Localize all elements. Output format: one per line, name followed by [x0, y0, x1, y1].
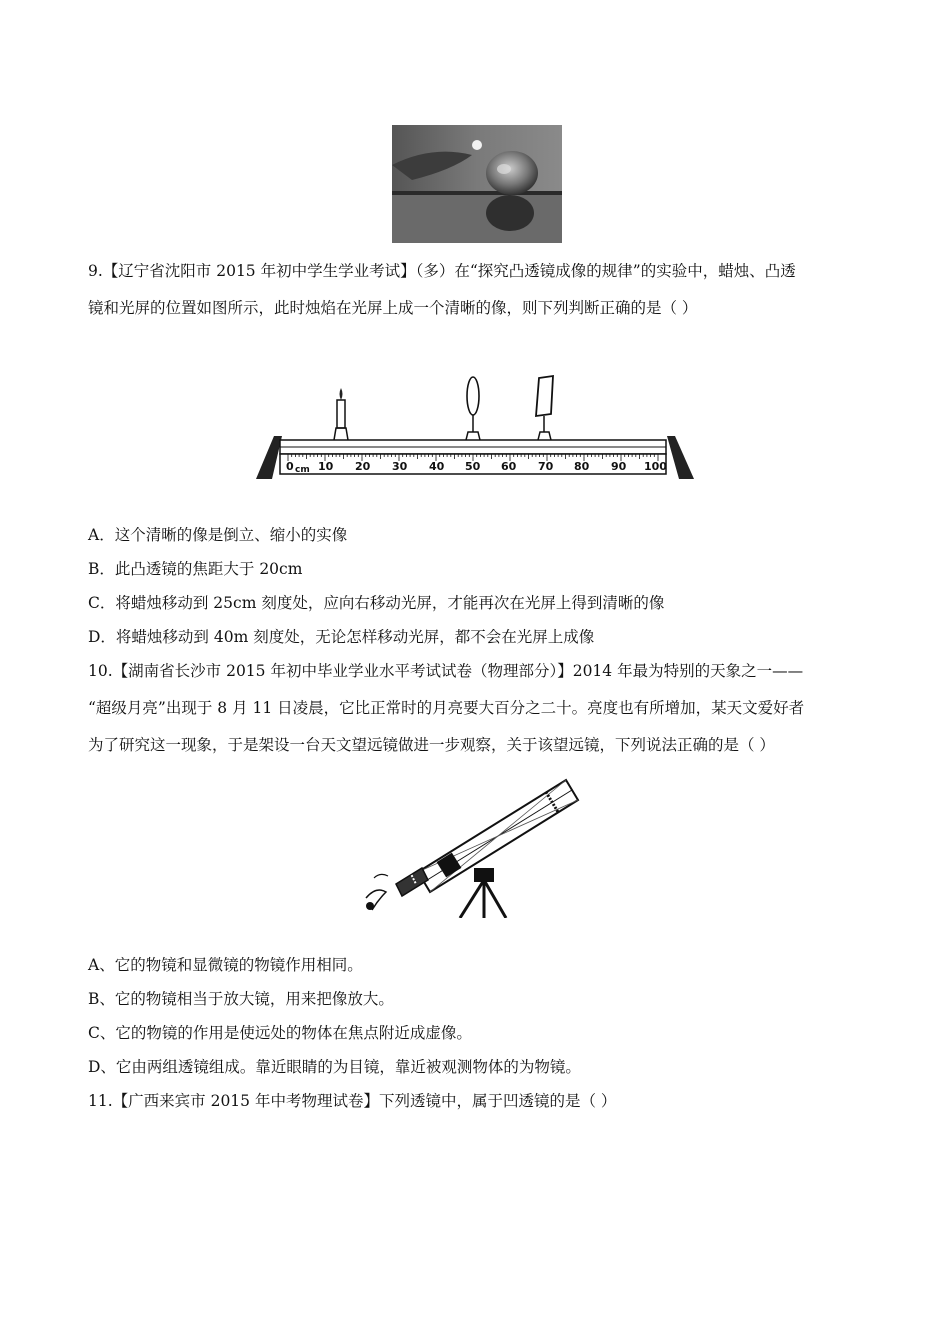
ruler-tick-90: 90 — [611, 460, 627, 473]
ruler-unit: cm — [295, 465, 310, 475]
ruler-tick-80: 80 — [574, 460, 590, 473]
q10-option-b: B、它的物镜相当于放大镜，用来把像放大。 — [88, 990, 394, 1008]
ruler-tick-40: 40 — [429, 460, 445, 473]
q11-stem-line1: 11.【广西来宾市 2015 年中考物理试卷】下列透镜中，属于凹透镜的是（ ） — [88, 1092, 617, 1110]
telescope-figure — [356, 768, 592, 918]
q9-option-b: B．此凸透镜的焦距大于 20cm — [88, 560, 303, 578]
q10-stem-line2: “超级月亮”出现于 8 月 11 日凌晨，它比正常时的月亮要大百分之二十。亮度也有所增加，某天文爱好者 — [88, 699, 805, 717]
ruler-tick-10: 10 — [318, 460, 334, 473]
q9-stem-line1: 9.【辽宁省沈阳市 2015 年初中学生学业考试】（多）在“探究凸透镜成像的规律”的实验中，蜡烛、凸透 — [88, 262, 796, 280]
ruler-tick-20: 20 — [355, 460, 371, 473]
q10-stem-line1: 10.【湖南省长沙市 2015 年初中毕业学业水平考试试卷（物理部分）】2014 年最为特别的天象之一—— — [88, 662, 804, 680]
q9-option-c: C．将蜡烛移动到 25cm 刻度处，应向右移动光屏，才能再次在光屏上得到清晰的像 — [88, 594, 665, 612]
q9-stem-line2: 镜和光屏的位置如图所示，此时烛焰在光屏上成一个清晰的像，则下列判断正确的是（ ） — [88, 299, 698, 317]
ruler-tick-0: 0 — [286, 460, 294, 473]
ruler-tick-100: 100 — [644, 460, 667, 473]
q9-option-a: A．这个清晰的像是倒立、缩小的实像 — [88, 526, 348, 544]
q10-option-c: C、它的物镜的作用是使远处的物体在焦点附近成虚像。 — [88, 1024, 472, 1042]
optical-bench-figure — [242, 362, 712, 502]
ruler-tick-50: 50 — [465, 460, 481, 473]
ruler-tick-70: 70 — [538, 460, 554, 473]
ruler-tick-30: 30 — [392, 460, 408, 473]
q10-option-a: A、它的物镜和显微镜的物镜作用相同。 — [88, 956, 363, 974]
q10-option-d: D、它由两组透镜组成。靠近眼睛的为目镜，靠近被观测物体的为物镜。 — [88, 1058, 581, 1076]
q9-option-d: D．将蜡烛移动到 40m 刻度处，无论怎样移动光屏，都不会在光屏上成像 — [88, 628, 595, 646]
ruler-tick-60: 60 — [501, 460, 517, 473]
water-droplet-photo — [392, 125, 562, 243]
convex-lens-icon — [466, 377, 480, 440]
light-screen-icon — [536, 376, 553, 440]
q10-stem-line3: 为了研究这一现象，于是架设一台天文望远镜做进一步观察，关于该望远镜，下列说法正确的是（ ） — [88, 736, 775, 754]
candle-icon — [334, 388, 348, 440]
